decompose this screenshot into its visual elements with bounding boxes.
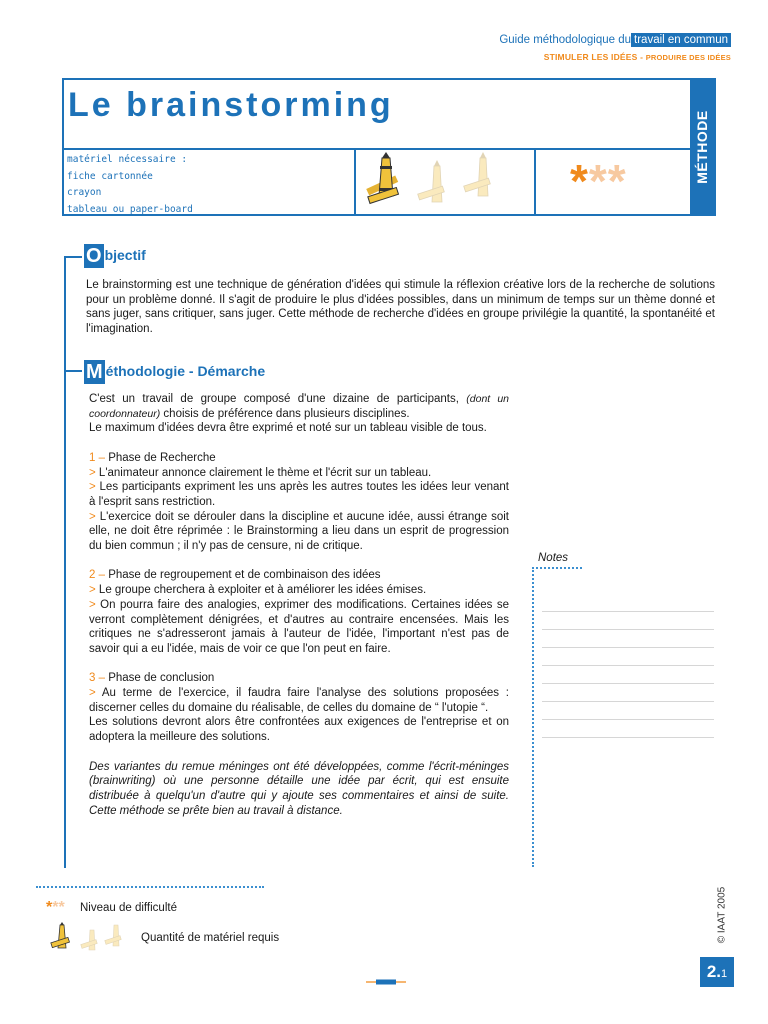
bracket-tick	[64, 256, 82, 258]
phase1-item	[89, 466, 509, 481]
copyright	[712, 880, 732, 950]
phase1-heading	[89, 451, 509, 466]
phase1-title: Phase de Recherche	[108, 451, 216, 464]
materials-list	[67, 152, 193, 218]
phase2-item-text: On pourra faire des analogies, exprimer des modifications. Certaines idées se verront complètement dénigrées, et d'autres au contraire encensées. Mais les critiques ne s'adresseront jamais à l'auteur de l'idée, l'important n'est pas de savoir qui a eu l'idée, mais de voir ce que l'on peut en faire.	[89, 598, 509, 655]
objectif-heading	[84, 244, 146, 268]
cell-divider-1	[354, 148, 356, 216]
phase3-number: 3 –	[89, 672, 105, 685]
note-line	[542, 737, 714, 738]
variants-text: Des variantes du remue méninges ont été développées, comme l'écrit-méninges (brainwriting) où une personne détaille une idée par écrit, qui est ensuite distribuée à quelqu'un d'autre qui y ajoute ses commentaires et ainsi de suite. Cette méthode se prête bien au travail à distance.	[89, 760, 509, 817]
material-item: tableau ou paper-board	[67, 203, 193, 215]
crayon-faded-icon	[418, 160, 445, 202]
section-sub: PRODUIRE DES IDÉES	[645, 53, 731, 62]
section-breadcrumb	[544, 52, 731, 62]
crayons-illustration	[360, 152, 510, 214]
phase1-item-text: Les participants expriment les uns après les autres toutes les idées leur venant à l'esprit sans restriction.	[89, 481, 509, 508]
material-item: crayon	[67, 187, 102, 198]
guide-highlight: travail en commun	[631, 33, 731, 47]
bullet-icon: >	[89, 598, 96, 611]
phase3-title: Phase de conclusion	[108, 672, 215, 685]
objectif-cap: O	[86, 245, 102, 267]
difficulty-stars	[570, 155, 627, 207]
note-line	[542, 665, 714, 666]
methodo-intro-b: (dont un coordonnateur)	[89, 393, 510, 420]
cell-divider-2	[534, 148, 536, 216]
phase2-item	[89, 598, 509, 657]
objectif-heading-rest: bjectif	[104, 247, 146, 263]
page-number-minor: 1	[721, 968, 728, 980]
guide-title	[499, 34, 731, 46]
note-line	[542, 611, 714, 612]
methodo-body	[89, 392, 509, 818]
legend-star-on: *	[46, 899, 53, 916]
bullet-icon: >	[89, 584, 96, 597]
difficulty-star-on: *	[570, 155, 589, 207]
note-line	[542, 683, 714, 684]
methodo-heading	[84, 360, 265, 384]
footer-divider	[36, 886, 264, 888]
phase1-number: 1 –	[89, 451, 105, 464]
method-tab-label: MÉTHODE	[694, 110, 710, 184]
bullet-icon: >	[89, 481, 96, 494]
note-line	[542, 629, 714, 630]
notes-border-top	[532, 567, 582, 569]
methodo-heading-rest: éthodologie - Démarche	[105, 363, 266, 379]
phase2-heading	[89, 568, 509, 583]
phase2-item	[89, 583, 509, 598]
material-item: fiche cartonnée	[67, 170, 153, 182]
phase3-after: Les solutions devront alors être confrontées aux exigences de l'entreprise et on adoptera la meilleure des solutions.	[89, 716, 509, 744]
section-separator: -	[637, 52, 646, 62]
legend-crayons-icon	[48, 922, 128, 954]
section-bracket	[64, 256, 66, 868]
title-box	[62, 78, 716, 216]
methodo-intro	[89, 392, 509, 421]
legend-star-off: **	[52, 899, 65, 916]
phase2-item-text: Le groupe cherchera à exploiter et à améliorer les idées émises.	[98, 584, 427, 597]
page-number-major: 2.	[706, 962, 722, 981]
legend-difficulty-label: Niveau de difficulté	[80, 902, 177, 914]
note-line	[542, 719, 714, 720]
page-ornament	[366, 978, 406, 986]
bullet-icon: >	[89, 687, 96, 700]
phase3-item-text: Au terme de l'exercice, il faudra faire l'analyse des solutions proposées : discerner celles du domaine du réalisable, de celles du domaine de “ l'utopie “.	[89, 687, 509, 714]
title-divider	[64, 148, 694, 150]
phase1-item-text: L'exercice doit se dérouler dans la discipline et aucune idée, aussi étrange soit elle, ne doit être réprimée : le Brainstorming a lieu dans un esprit de progression du bien commun ; il n'y pas de censure, ni de critique.	[89, 510, 509, 553]
copyright-text: © IAAT 2005	[716, 886, 728, 944]
methodo-intro-c: choisis de préférence dans plusieurs disciplines.	[163, 407, 410, 420]
guide-prefix: Guide méthodologique du	[499, 34, 632, 46]
methodo-cap: M	[86, 361, 103, 383]
materials-heading: matériel nécessaire :	[67, 154, 188, 165]
page-number	[700, 957, 734, 987]
phase1-item	[89, 510, 509, 554]
note-line	[542, 701, 714, 702]
phase3-item	[89, 686, 509, 715]
legend-material-label: Quantité de matériel requis	[141, 932, 280, 944]
crayon-faded-icon	[464, 152, 491, 196]
phase2-title: Phase de regroupement et de combinaison des idées	[108, 569, 381, 582]
method-tab	[690, 80, 714, 214]
phase1-item-text: L'animateur annonce clairement le thème et l'écrit sur un tableau.	[98, 466, 432, 479]
difficulty-star-off: **	[588, 155, 627, 207]
bracket-tick	[64, 370, 82, 372]
crayon-icon	[366, 152, 398, 203]
legend-stars	[46, 900, 65, 916]
objectif-text: Le brainstorming est une technique de génération d'idées qui stimule la réflexion créative lors de la recherche de solutions pour un problème donné. Il s'agit de produire le plus d'idées possibles, dans un minimum de temps sur un thème donné et sans juger, sans critiquer, sans juger. Cette méthode de recherche d'idées en groupe privilégie la quantité, la spontanéité et l'imagination.	[86, 279, 715, 336]
notes-title: Notes	[538, 552, 569, 564]
bullet-icon: >	[89, 510, 96, 523]
section-main: STIMULER LES IDÉES	[543, 52, 638, 62]
phase1-item	[89, 480, 509, 509]
methodo-intro-2: Le maximum d'idées devra être exprimé et noté sur un tableau visible de tous.	[89, 422, 487, 435]
note-line	[542, 647, 714, 648]
methodo-intro-a: C'est un travail de groupe composé d'une dizaine de participants,	[89, 393, 459, 405]
phase2-number: 2 –	[89, 569, 105, 582]
phase3-heading	[89, 671, 509, 686]
page-title: Le brainstorming	[68, 86, 394, 124]
notes-border-left	[532, 567, 534, 867]
bullet-icon: >	[89, 466, 96, 479]
